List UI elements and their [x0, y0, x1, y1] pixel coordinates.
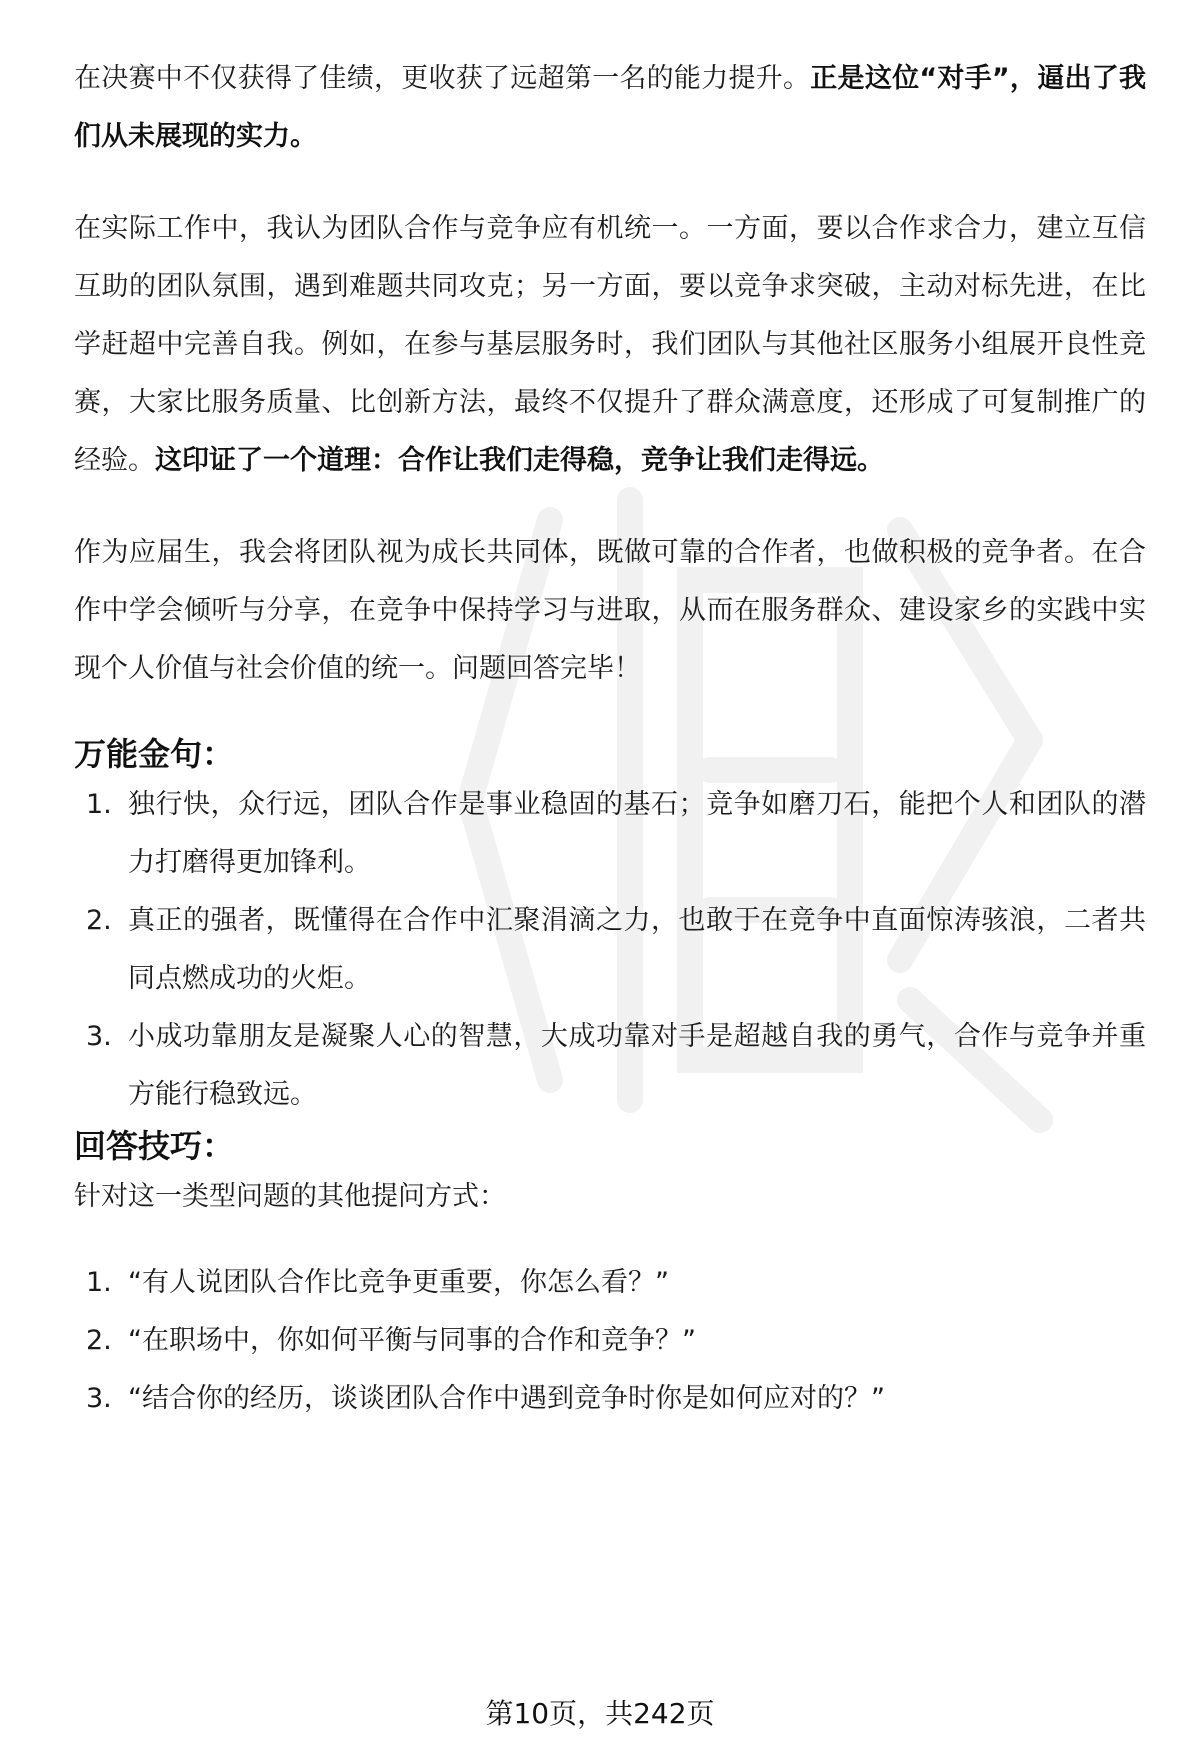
list-item — [74, 1312, 1146, 1370]
page-number-footer: 第10页，共242页 — [485, 1697, 715, 1730]
list-item-text: 小成功靠朋友是凝聚人心的智慧，大成功靠对手是超越自我的勇气，合作与竞争并重方能行稳致远。 — [128, 1021, 1146, 1110]
list-item — [74, 776, 1146, 892]
list-item — [74, 1008, 1146, 1124]
paragraph-1-text: 在决赛中不仅获得了佳绩，更收获了远超第一名的能力提升。 — [74, 63, 811, 94]
list-number: 2. — [86, 1325, 112, 1356]
list-item-text: “结合你的经历，谈谈团队合作中遇到竞争时你是如何应对的？” — [128, 1383, 885, 1414]
paragraph-3-text: 作为应届生，我会将团队视为成长共同体，既做可靠的合作者，也做积极的竞争者。在合作中学会倾听与分享，在竞争中保持学习与进取，从而在服务群众、建设家乡的实践中实现个人价值与社会价值的统一。问题回答完毕！ — [74, 537, 1146, 684]
golden-sentences-list — [74, 776, 1146, 1124]
list-number: 1. — [86, 789, 112, 820]
list-item — [74, 892, 1146, 1008]
answer-tips-heading: 回答技巧： — [74, 1127, 235, 1165]
paragraph-2 — [74, 200, 1146, 490]
paragraph-2-bold: 这印证了一个道理：合作让我们走得稳，竞争让我们走得远。 — [155, 445, 884, 476]
list-number: 3. — [86, 1383, 112, 1414]
document-page — [74, 50, 1146, 1428]
list-item-text: “在职场中，你如何平衡与同事的合作和竞争？” — [128, 1325, 696, 1356]
list-number: 1. — [86, 1267, 112, 1298]
list-item — [74, 1254, 1146, 1312]
list-item — [74, 1370, 1146, 1428]
list-item-text: 独行快，众行远，团队合作是事业稳固的基石；竞争如磨刀石，能把个人和团队的潜力打磨得更加锋利。 — [128, 789, 1146, 878]
paragraph-2-text: 在实际工作中，我认为团队合作与竞争应有机统一。一方面，要以合作求合力，建立互信互助的团队氛围，遇到难题共同攻克；另一方面，要以竞争求突破，主动对标先进，在比学赶超中完善自我。例如，在参与基层服务时，我们团队与其他社区服务小组展开良性竞赛，大家比服务质量、比创新方法，最终不仅提升了群众满意度，还形成了可复制推广的经验。 — [74, 213, 1146, 476]
list-number: 2. — [86, 905, 112, 936]
alternative-questions-list — [74, 1254, 1146, 1428]
paragraph-1 — [74, 50, 1146, 166]
paragraph-1-bold: 正是这位“对手”，逼出了我们从未展现的实力。 — [74, 63, 1147, 152]
answer-tips-intro: 针对这一类型问题的其他提问方式： — [74, 1181, 506, 1212]
list-item-text: “有人说团队合作比竞争更重要，你怎么看？” — [128, 1267, 669, 1298]
paragraph-3 — [74, 524, 1146, 698]
golden-sentences-heading: 万能金句： — [74, 735, 235, 773]
list-item-text: 真正的强者，既懂得在合作中汇聚涓滴之力，也敢于在竞争中直面惊涛骇浪，二者共同点燃成功的火炬。 — [128, 905, 1146, 994]
list-number: 3. — [86, 1021, 112, 1052]
